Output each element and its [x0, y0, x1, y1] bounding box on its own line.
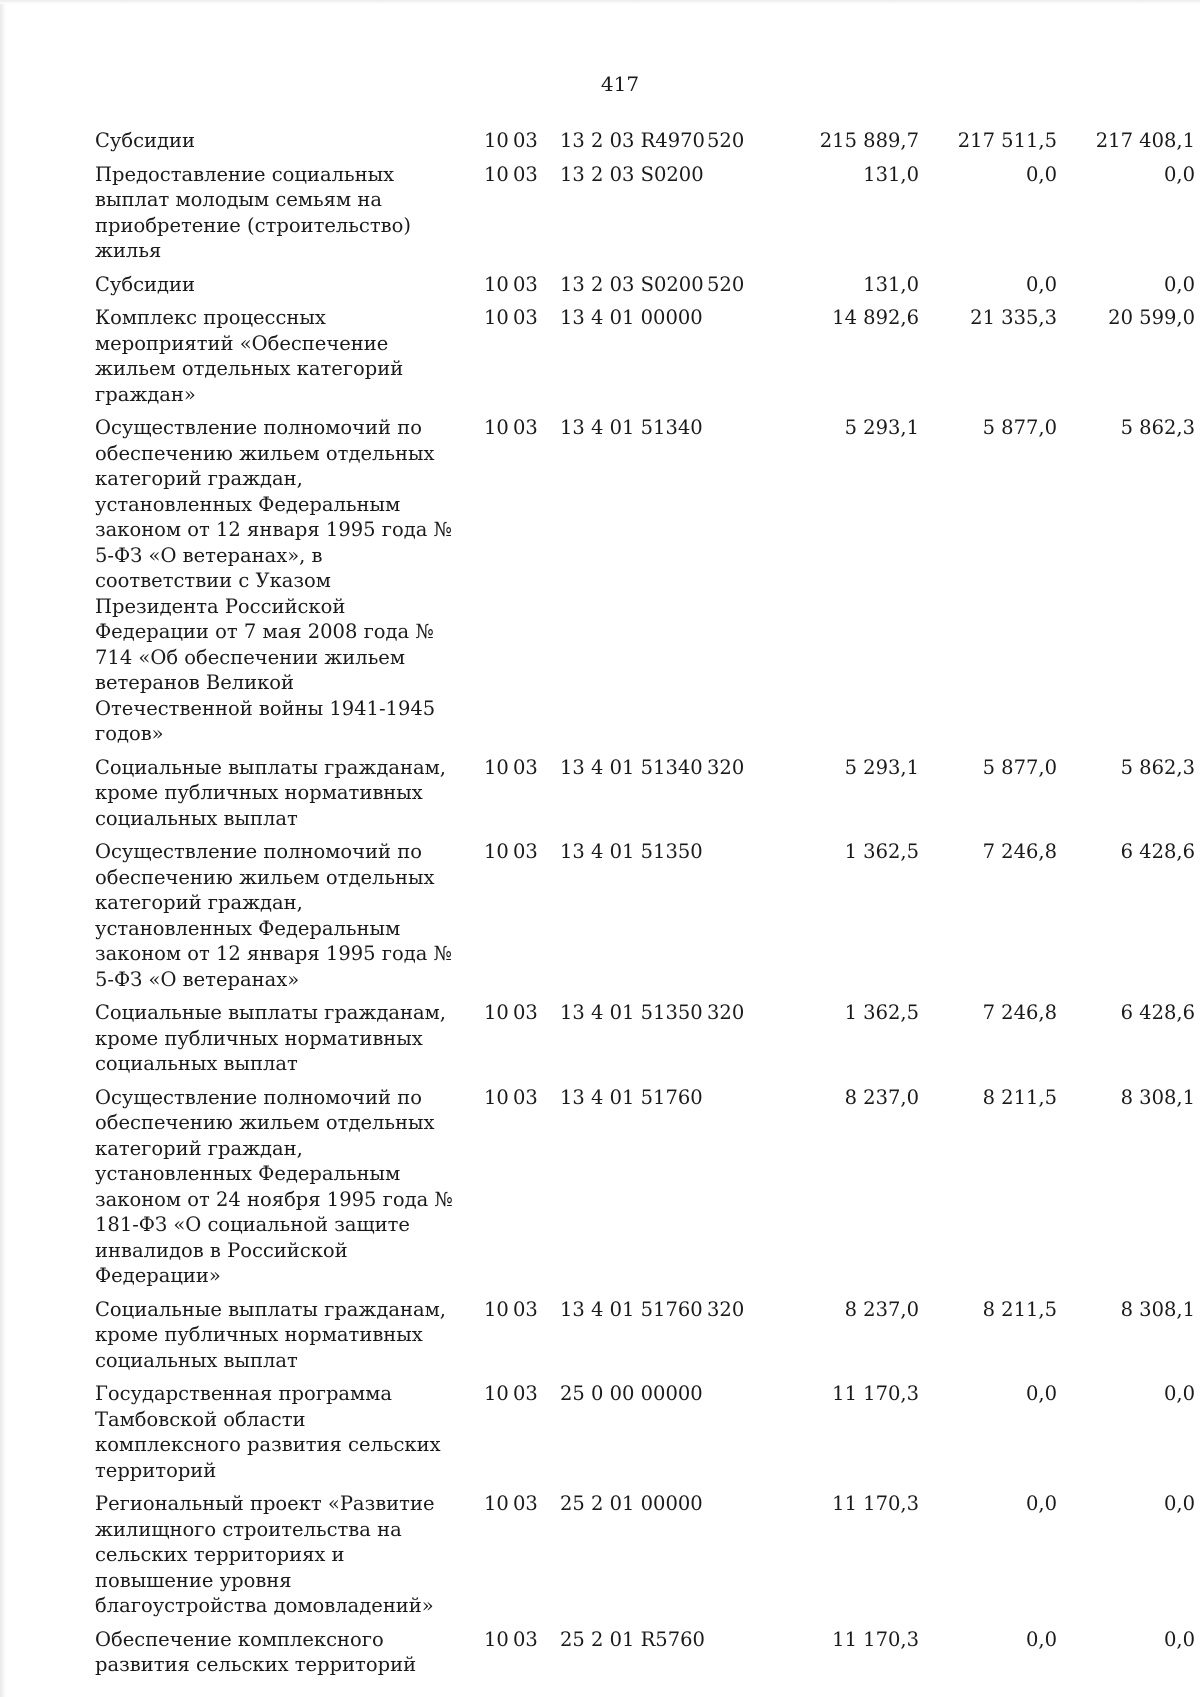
row-value-2: 0,0 [1025, 272, 1057, 296]
row-value-2: 8 211,5 [982, 1085, 1057, 1109]
row-name: Социальные выплаты гражданам, кроме публичных нормативных социальных выплат [95, 1001, 446, 1075]
row-subsection: 03 [513, 1382, 538, 1405]
table-row [95, 839, 1195, 992]
row-value-1: 215 889,7 [819, 129, 919, 152]
row-target-article: 13 2 03 S0200 [560, 162, 704, 186]
row-value-3: 8 308,1 [1120, 1297, 1195, 1321]
table-row [95, 305, 1195, 407]
row-target-article: 25 0 00 00000 [560, 1382, 703, 1405]
row-value-1: 14 892,6 [832, 306, 919, 329]
row-value-2: 5 877,0 [982, 416, 1057, 439]
table-row [95, 1491, 1195, 1619]
row-name: Социальные выплаты гражданам, кроме публичных нормативных социальных выплат [95, 1297, 446, 1372]
row-section: 10 [484, 162, 509, 186]
row-value-1: 5 293,1 [844, 416, 919, 439]
row-name: Обеспечение комплексного развития сельских территорий [95, 1627, 417, 1676]
row-value-2: 0,0 [1025, 162, 1057, 186]
row-section: 10 [484, 755, 509, 779]
row-subsection: 03 [513, 416, 538, 439]
row-name: Комплекс процессных мероприятий «Обеспечение жильем отдельных категорий граждан» [95, 306, 404, 406]
scan-edge-left [0, 0, 6, 1697]
row-section: 10 [484, 416, 509, 439]
row-target-article: 13 4 01 00000 [560, 306, 703, 329]
row-value-3: 5 862,3 [1120, 416, 1195, 439]
row-value-2: 0,0 [1025, 1382, 1057, 1405]
row-target-article: 25 2 01 R5760 [560, 1627, 705, 1651]
row-name: Государственная программа Тамбовской области комплексного развития сельских территорий [95, 1382, 441, 1482]
row-section: 10 [484, 1382, 509, 1405]
row-name: Осуществление полномочий по обеспечению жильем отдельных категорий граждан, установленных Федеральным законом от 12 января 1995 года № 5-ФЗ «О ветеранах», в соответствии с Указом Президента Российской Федерации от 7 мая 2008 года № 714 «Об обеспечении жильем ветеранов Великой Отечественной войны 1941-1945 годов» [95, 416, 452, 745]
row-target-article: 13 4 01 51350 [560, 840, 703, 863]
row-subsection: 03 [513, 1085, 538, 1109]
row-value-1: 5 293,1 [844, 755, 919, 779]
row-name: Региональный проект «Развитие жилищного строительства на сельских территориях и повышение уровня благоустройства домовладений» [95, 1492, 435, 1617]
row-target-article: 13 4 01 51340 [560, 755, 703, 779]
row-value-1: 131,0 [863, 272, 919, 296]
row-target-article: 13 2 03 S0200 [560, 272, 704, 296]
row-value-1: 11 170,3 [832, 1627, 919, 1651]
table-row [95, 162, 1195, 264]
row-value-3: 0,0 [1163, 162, 1195, 186]
table-row [95, 1627, 1195, 1678]
row-value-2: 7 246,8 [982, 840, 1057, 863]
row-target-article: 13 4 01 51340 [560, 416, 703, 439]
row-name: Субсидии [95, 129, 196, 152]
row-subsection: 03 [513, 840, 538, 863]
row-value-2: 8 211,5 [982, 1297, 1057, 1321]
row-expense-type: 320 [707, 1297, 745, 1321]
row-value-2: 0,0 [1025, 1492, 1057, 1515]
row-value-3: 8 308,1 [1120, 1085, 1195, 1109]
row-section: 10 [484, 272, 509, 296]
row-value-1: 131,0 [863, 162, 919, 186]
row-name: Осуществление полномочий по обеспечению жильем отдельных категорий граждан, установленных Федеральным законом от 24 ноября 1995 года № 181-ФЗ «О социальной защите инвалидов в Российской Федерации» [95, 1085, 453, 1287]
row-expense-type: 520 [707, 272, 745, 296]
row-value-3: 0,0 [1163, 1627, 1195, 1651]
row-subsection: 03 [513, 306, 538, 329]
table-row [95, 128, 1195, 154]
table-row [95, 1000, 1195, 1077]
row-subsection: 03 [513, 755, 538, 779]
table-row [95, 1085, 1195, 1289]
row-value-3: 0,0 [1163, 1492, 1195, 1515]
row-target-article: 13 4 01 51350 [560, 1001, 703, 1024]
row-value-2: 0,0 [1025, 1627, 1057, 1651]
table-row [95, 1297, 1195, 1374]
row-expense-type: 520 [707, 129, 745, 152]
row-section: 10 [484, 1085, 509, 1109]
row-section: 10 [484, 1492, 509, 1515]
table-row [95, 272, 1195, 298]
row-value-1: 11 170,3 [832, 1382, 919, 1405]
row-value-3: 6 428,6 [1120, 840, 1195, 863]
row-subsection: 03 [513, 129, 538, 152]
row-subsection: 03 [513, 272, 538, 296]
row-name: Предоставление социальных выплат молодым семьям на приобретение (строительство) жилья [95, 162, 411, 262]
row-section: 10 [484, 1297, 509, 1321]
page-number: 417 [600, 72, 640, 96]
row-subsection: 03 [513, 1627, 538, 1651]
row-subsection: 03 [513, 162, 538, 186]
row-name: Субсидии [95, 272, 196, 296]
row-subsection: 03 [513, 1297, 538, 1321]
row-value-1: 1 362,5 [844, 840, 919, 863]
row-value-1: 8 237,0 [844, 1085, 919, 1109]
row-value-3: 5 862,3 [1120, 755, 1195, 779]
row-target-article: 13 2 03 R4970 [560, 129, 705, 152]
row-name: Социальные выплаты гражданам, кроме публичных нормативных социальных выплат [95, 755, 446, 830]
row-section: 10 [484, 840, 509, 863]
row-value-3: 6 428,6 [1120, 1001, 1195, 1024]
row-value-1: 11 170,3 [832, 1492, 919, 1515]
row-value-2: 217 511,5 [957, 129, 1057, 152]
table-row [95, 1381, 1195, 1483]
row-value-3: 0,0 [1163, 272, 1195, 296]
table-row [95, 415, 1195, 747]
row-expense-type: 320 [707, 755, 745, 779]
row-section: 10 [484, 1627, 509, 1651]
row-target-article: 25 2 01 00000 [560, 1492, 703, 1515]
row-value-1: 1 362,5 [844, 1001, 919, 1024]
row-value-3: 0,0 [1163, 1382, 1195, 1405]
row-value-2: 21 335,3 [970, 306, 1057, 329]
row-section: 10 [484, 306, 509, 329]
row-value-3: 217 408,1 [1095, 129, 1195, 152]
table-row [95, 755, 1195, 832]
row-subsection: 03 [513, 1492, 538, 1515]
row-target-article: 13 4 01 51760 [560, 1297, 703, 1321]
row-value-2: 5 877,0 [982, 755, 1057, 779]
row-value-1: 8 237,0 [844, 1297, 919, 1321]
row-section: 10 [484, 129, 509, 152]
row-value-3: 20 599,0 [1108, 306, 1195, 329]
row-subsection: 03 [513, 1001, 538, 1024]
row-expense-type: 320 [707, 1001, 745, 1024]
row-value-2: 7 246,8 [982, 1001, 1057, 1024]
scan-edge-top [0, 0, 1200, 4]
row-target-article: 13 4 01 51760 [560, 1085, 703, 1109]
budget-table [95, 128, 1195, 1686]
row-section: 10 [484, 1001, 509, 1024]
row-name: Осуществление полномочий по обеспечению жильем отдельных категорий граждан, установленных Федеральным законом от 12 января 1995 года № 5-ФЗ «О ветеранах» [95, 840, 452, 991]
